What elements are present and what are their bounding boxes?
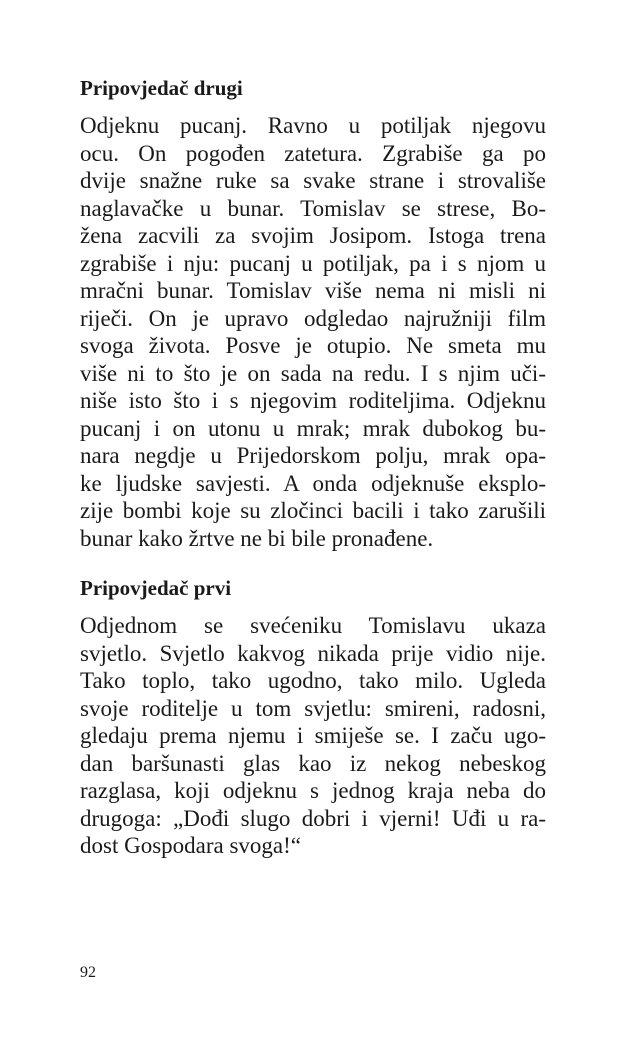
text-line: pucanj i on utonu u mrak; mrak dubokog bu- — [80, 415, 546, 441]
text-line: Odjeknu pucanj. Ravno u potiljak njegovu — [80, 113, 546, 138]
text-line: dvije snažne ruke sa svake strane i strovališe — [80, 168, 546, 193]
section-paragraph-narrator-two — [80, 112, 546, 552]
page-number: 92 — [80, 964, 96, 981]
text-line: naglavačke u bunar. Tomislav se strese, Bo- — [80, 195, 546, 221]
text-line: svjetlo. Svjetlo kakvog nikada prije vidio nije. — [80, 640, 546, 666]
text-line: razglasa, koji odjeknu s jednog kraja neba do — [80, 778, 546, 803]
text-line: niše isto što i s njegovim roditeljima. Odjeknu — [80, 388, 546, 413]
text-line: ke ljudske savjesti. A onda odjeknuše eksplo- — [80, 470, 546, 496]
text-line: Tako toplo, tako ugodno, tako milo. Ugleda — [80, 668, 546, 693]
section-paragraph-narrator-one — [80, 612, 546, 860]
text-line: nara negdje u Prijedorskom polju, mrak opa- — [80, 443, 546, 468]
text-line: Odjednom se svećeniku Tomislavu ukaza — [80, 613, 546, 638]
text-line: gledaju prema njemu i smiješe se. I začu ugo- — [80, 723, 546, 748]
text-line: dost Gospodara svoga!“ — [80, 833, 302, 858]
text-line: mračni bunar. Tomislav više nema ni misli ni — [80, 278, 546, 303]
text-line: svoga života. Posve je otupio. Ne smeta mu — [80, 333, 546, 358]
text-line: dan baršunasti glas kao iz nekog nebeskog — [80, 750, 546, 776]
text-line: bunar kako žrtve ne bi bile pronađene. — [80, 525, 434, 551]
text-line: ocu. On pogođen zatetura. Zgrabiše ga po — [80, 140, 546, 166]
text-line: više ni to što je on sada na redu. I s njim uči- — [80, 360, 546, 386]
text-line: žena zacvili za svojim Josipom. Istoga trena — [80, 223, 546, 248]
page-content — [80, 74, 546, 860]
section-heading-narrator-one: Pripovjedač prvi — [80, 576, 232, 600]
text-line: zgrabiše i nju: pucanj u potiljak, pa i s njom u — [80, 250, 546, 276]
section-heading-narrator-two: Pripovjedač drugi — [80, 76, 243, 100]
text-line: drugoga: „Dođi slugo dobri i vjerni! Uđi u ra- — [80, 805, 546, 831]
text-line: riječi. On je upravo odgledao najružniji film — [80, 305, 546, 331]
text-line: svoje roditelje u tom svjetlu: smireni, radosni, — [80, 695, 546, 721]
text-line: zije bombi koje su zločinci bacili i tako zarušili — [80, 498, 546, 523]
